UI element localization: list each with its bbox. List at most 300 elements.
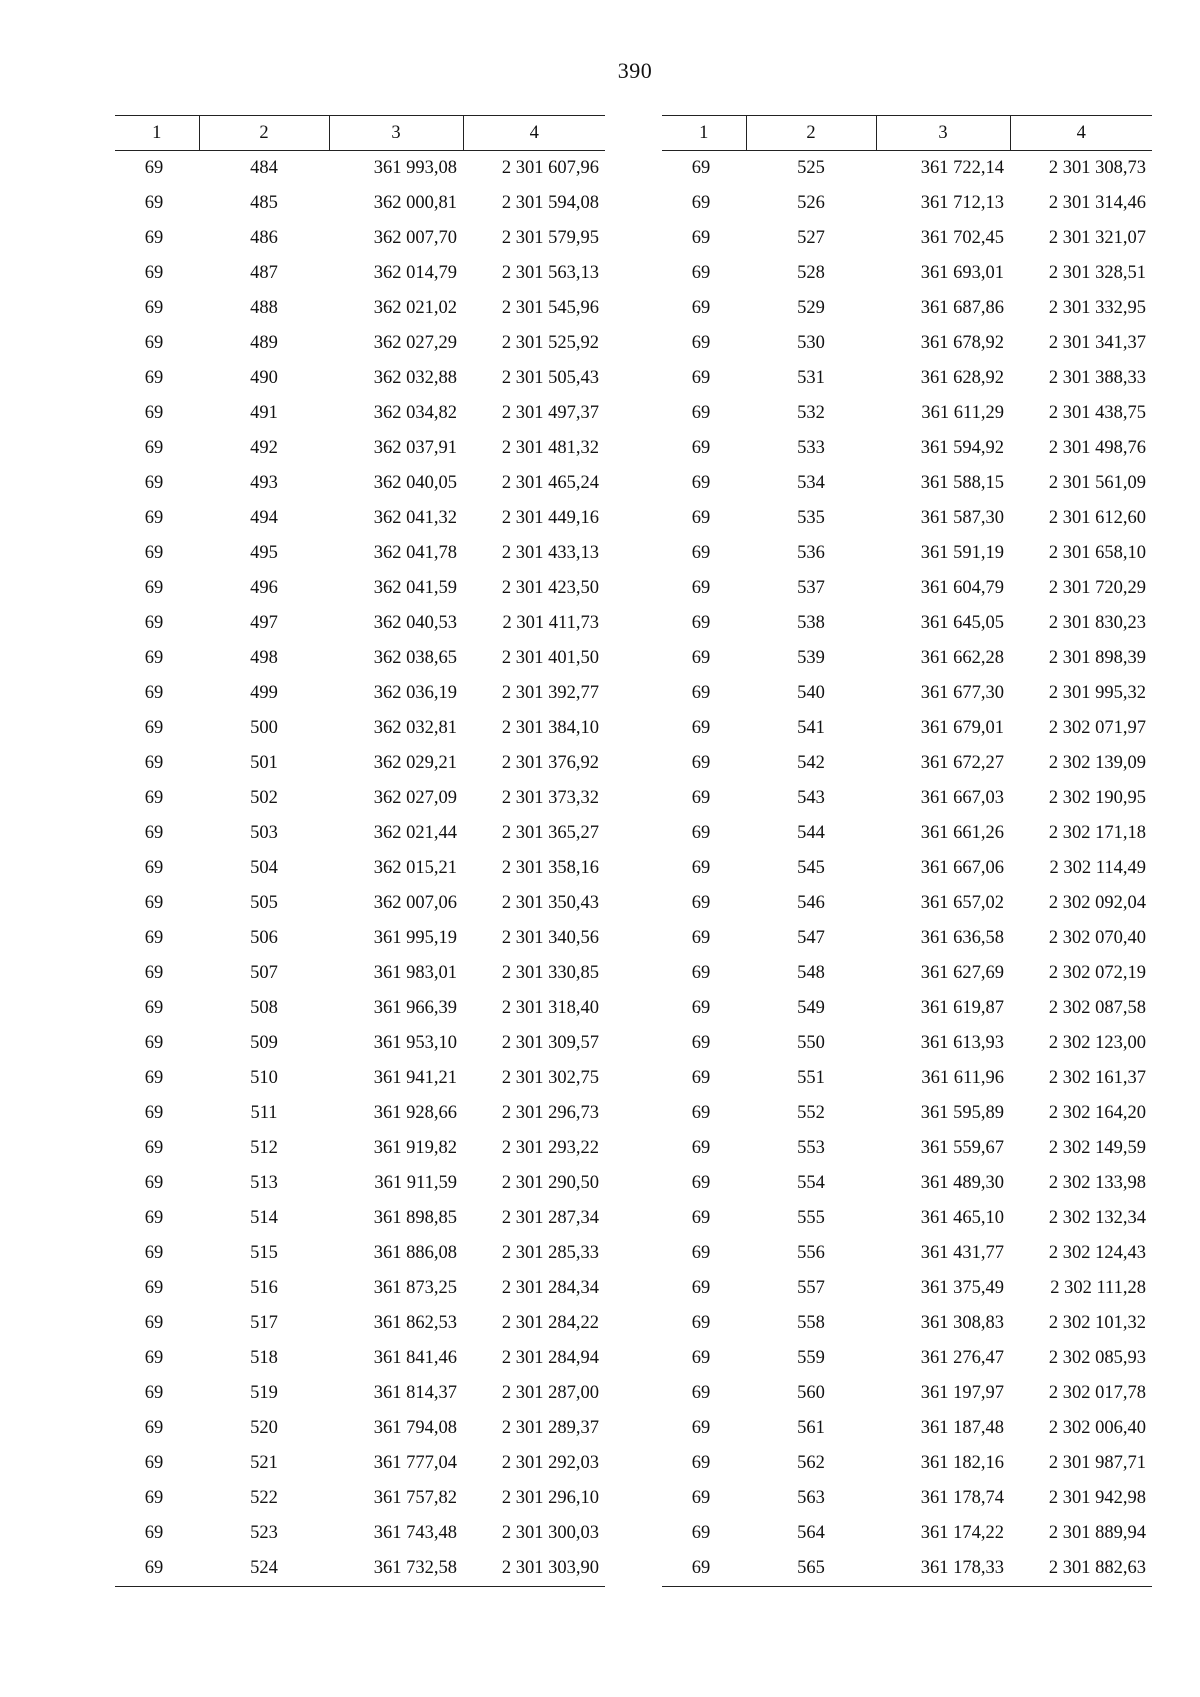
contour-number-cell: 69 xyxy=(691,298,711,318)
point-number-cell: 530 xyxy=(797,333,825,353)
y-coordinate-cell: 2 301 376,92 xyxy=(501,753,599,773)
x-coordinate-cell: 361 667,03 xyxy=(920,788,1004,808)
point-number-cell: 558 xyxy=(797,1313,825,1333)
contour-number-cell: 69 xyxy=(662,1551,746,1587)
contour-number-cell: 69 xyxy=(691,1348,711,1368)
x-coordinate-cell: 362 007,70 xyxy=(373,228,457,248)
x-coordinate-cell: 362 029,21 xyxy=(373,753,457,773)
contour-number-cell: 69 xyxy=(691,823,711,843)
contour-number-cell: 69 xyxy=(144,1348,164,1368)
x-coordinate-cell: 361 594,92 xyxy=(920,438,1004,458)
y-coordinate-cell: 2 301 720,29 xyxy=(1048,578,1146,598)
x-coordinate-cell: 361 174,22 xyxy=(920,1523,1004,1543)
contour-number-cell: 69 xyxy=(691,543,711,563)
table-row xyxy=(115,921,605,956)
y-coordinate-cell: 2 301 293,22 xyxy=(501,1138,599,1158)
contour-number-cell: 69 xyxy=(144,753,164,773)
y-coordinate-cell: 2 302 087,58 xyxy=(1048,998,1146,1018)
table-row xyxy=(115,886,605,921)
contour-number-cell: 69 xyxy=(144,613,164,633)
x-coordinate-cell: 361 841,46 xyxy=(373,1348,457,1368)
y-coordinate-cell: 2 301 284,22 xyxy=(501,1313,599,1333)
contour-number-cell: 69 xyxy=(144,298,164,318)
point-number-cell: 489 xyxy=(250,333,278,353)
x-coordinate-cell: 361 276,47 xyxy=(920,1348,1004,1368)
y-coordinate-cell: 2 301 481,32 xyxy=(501,438,599,458)
y-coordinate-cell: 2 302 124,43 xyxy=(1048,1243,1146,1263)
y-coordinate-cell: 2 301 309,57 xyxy=(501,1033,599,1053)
table-row xyxy=(115,816,605,851)
x-coordinate-cell: 361 628,92 xyxy=(920,368,1004,388)
y-coordinate-cell: 2 302 017,78 xyxy=(1048,1383,1146,1403)
y-coordinate-cell: 2 301 594,08 xyxy=(501,193,599,213)
y-coordinate-cell: 2 301 401,50 xyxy=(501,648,599,668)
table-row xyxy=(662,396,1152,431)
x-coordinate-cell: 361 702,45 xyxy=(920,228,1004,248)
table-row xyxy=(662,606,1152,641)
x-coordinate-cell: 361 662,28 xyxy=(920,648,1004,668)
contour-number-cell: 69 xyxy=(691,333,711,353)
x-coordinate-cell: 361 873,25 xyxy=(373,1278,457,1298)
contour-number-cell: 69 xyxy=(691,1208,711,1228)
point-number-cell: 541 xyxy=(797,718,825,738)
x-coordinate-cell: 361 588,15 xyxy=(920,473,1004,493)
column-header-2: 2 xyxy=(199,116,329,151)
contour-number-cell: 69 xyxy=(691,893,711,913)
x-coordinate-cell: 361 627,69 xyxy=(920,963,1004,983)
table-row xyxy=(662,1376,1152,1411)
column-header-3: 3 xyxy=(329,116,463,151)
x-coordinate-cell: 361 559,67 xyxy=(920,1138,1004,1158)
x-coordinate-cell: 361 661,26 xyxy=(920,823,1004,843)
table-row xyxy=(115,1201,605,1236)
table-row xyxy=(115,1446,605,1481)
point-number-cell: 544 xyxy=(797,823,825,843)
y-coordinate-cell: 2 301 388,33 xyxy=(1048,368,1146,388)
y-coordinate-cell: 2 301 328,51 xyxy=(1048,263,1146,283)
contour-number-cell: 69 xyxy=(691,473,711,493)
table-row xyxy=(115,1026,605,1061)
y-coordinate-cell: 2 302 133,98 xyxy=(1048,1173,1146,1193)
x-coordinate-cell: 361 898,85 xyxy=(373,1208,457,1228)
y-coordinate-cell: 2 301 411,73 xyxy=(502,613,599,633)
point-number-cell: 515 xyxy=(250,1243,278,1263)
column-header-4: 4 xyxy=(463,116,605,151)
x-coordinate-cell: 361 995,19 xyxy=(373,928,457,948)
y-coordinate-cell: 2 301 438,75 xyxy=(1048,403,1146,423)
y-coordinate-cell: 2 302 164,20 xyxy=(1048,1103,1146,1123)
table-row xyxy=(115,1271,605,1306)
y-coordinate-cell: 2 301 284,34 xyxy=(501,1278,599,1298)
y-coordinate-cell: 2 302 161,37 xyxy=(1048,1068,1146,1088)
contour-number-cell: 69 xyxy=(144,368,164,388)
table-row xyxy=(662,921,1152,956)
x-coordinate-cell: 361 657,02 xyxy=(920,893,1004,913)
point-number-cell: 524 xyxy=(199,1551,329,1587)
point-number-cell: 512 xyxy=(250,1138,278,1158)
y-coordinate-cell: 2 301 296,10 xyxy=(501,1488,599,1508)
contour-number-cell: 69 xyxy=(144,1243,164,1263)
contour-number-cell: 69 xyxy=(691,368,711,388)
y-coordinate-cell: 2 301 284,94 xyxy=(501,1348,599,1368)
point-number-cell: 555 xyxy=(797,1208,825,1228)
table-row xyxy=(662,816,1152,851)
point-number-cell: 562 xyxy=(797,1453,825,1473)
table-row xyxy=(115,851,605,886)
table-row xyxy=(662,466,1152,501)
point-number-cell: 510 xyxy=(250,1068,278,1088)
y-coordinate-cell: 2 301 497,37 xyxy=(501,403,599,423)
table-row xyxy=(662,291,1152,326)
contour-number-cell: 69 xyxy=(144,158,164,178)
point-number-cell: 516 xyxy=(250,1278,278,1298)
contour-number-cell: 69 xyxy=(691,228,711,248)
point-number-cell: 514 xyxy=(250,1208,278,1228)
y-coordinate-cell: 2 302 114,49 xyxy=(1049,858,1146,878)
contour-number-cell: 69 xyxy=(144,543,164,563)
point-number-cell: 553 xyxy=(797,1138,825,1158)
point-number-cell: 490 xyxy=(250,368,278,388)
table-row xyxy=(115,571,605,606)
y-coordinate-cell: 2 301 607,96 xyxy=(501,158,599,178)
point-number-cell: 505 xyxy=(250,893,278,913)
y-coordinate-cell: 2 301 341,37 xyxy=(1048,333,1146,353)
x-coordinate-cell: 361 941,21 xyxy=(373,1068,457,1088)
y-coordinate-cell: 2 302 132,34 xyxy=(1048,1208,1146,1228)
contour-number-cell: 69 xyxy=(691,1068,711,1088)
point-number-cell: 522 xyxy=(250,1488,278,1508)
table-row xyxy=(115,291,605,326)
point-number-cell: 487 xyxy=(250,263,278,283)
y-coordinate-cell: 2 301 392,77 xyxy=(501,683,599,703)
point-number-cell: 561 xyxy=(797,1418,825,1438)
y-coordinate-cell: 2 301 882,63 xyxy=(1010,1551,1152,1587)
y-coordinate-cell: 2 301 318,40 xyxy=(501,998,599,1018)
x-coordinate-cell: 361 604,79 xyxy=(920,578,1004,598)
table-row xyxy=(115,186,605,221)
x-coordinate-cell: 361 308,83 xyxy=(920,1313,1004,1333)
table-row xyxy=(115,326,605,361)
table-row xyxy=(115,1376,605,1411)
point-number-cell: 507 xyxy=(250,963,278,983)
x-coordinate-cell: 361 886,08 xyxy=(373,1243,457,1263)
x-coordinate-cell: 362 027,09 xyxy=(373,788,457,808)
point-number-cell: 527 xyxy=(797,228,825,248)
y-coordinate-cell: 2 302 092,04 xyxy=(1048,893,1146,913)
point-number-cell: 501 xyxy=(250,753,278,773)
point-number-cell: 565 xyxy=(746,1551,876,1587)
table-row xyxy=(115,711,605,746)
point-number-cell: 485 xyxy=(250,193,278,213)
x-coordinate-cell: 362 014,79 xyxy=(373,263,457,283)
point-number-cell: 526 xyxy=(797,193,825,213)
x-coordinate-cell: 362 041,32 xyxy=(373,508,457,528)
x-coordinate-cell: 361 431,77 xyxy=(920,1243,1004,1263)
table-row xyxy=(662,1131,1152,1166)
y-coordinate-cell: 2 302 006,40 xyxy=(1048,1418,1146,1438)
contour-number-cell: 69 xyxy=(691,683,711,703)
contour-number-cell: 69 xyxy=(691,788,711,808)
contour-number-cell: 69 xyxy=(691,193,711,213)
y-coordinate-cell: 2 301 285,33 xyxy=(501,1243,599,1263)
table-row xyxy=(662,711,1152,746)
y-coordinate-cell: 2 301 350,43 xyxy=(501,893,599,913)
x-coordinate-cell: 361 611,29 xyxy=(921,403,1004,423)
x-coordinate-cell: 361 587,30 xyxy=(920,508,1004,528)
table-row xyxy=(115,1306,605,1341)
table-row xyxy=(115,1131,605,1166)
point-number-cell: 528 xyxy=(797,263,825,283)
table-row xyxy=(662,326,1152,361)
table-row xyxy=(662,746,1152,781)
y-coordinate-cell: 2 301 373,32 xyxy=(501,788,599,808)
table-row xyxy=(115,1236,605,1271)
table-row xyxy=(662,536,1152,571)
table-row xyxy=(115,1096,605,1131)
contour-number-cell: 69 xyxy=(144,438,164,458)
table-row xyxy=(662,431,1152,466)
table-row xyxy=(662,1481,1152,1516)
contour-number-cell: 69 xyxy=(691,963,711,983)
table-row xyxy=(115,606,605,641)
x-coordinate-cell: 361 777,04 xyxy=(373,1453,457,1473)
table-row xyxy=(115,746,605,781)
contour-number-cell: 69 xyxy=(144,648,164,668)
contour-number-cell: 69 xyxy=(691,1418,711,1438)
y-coordinate-cell: 2 302 071,97 xyxy=(1048,718,1146,738)
point-number-cell: 560 xyxy=(797,1383,825,1403)
x-coordinate-cell: 361 911,59 xyxy=(374,1173,457,1193)
x-coordinate-cell: 361 645,05 xyxy=(920,613,1004,633)
point-number-cell: 506 xyxy=(250,928,278,948)
table-row xyxy=(662,886,1152,921)
y-coordinate-cell: 2 301 579,95 xyxy=(501,228,599,248)
x-coordinate-cell: 361 794,08 xyxy=(373,1418,457,1438)
x-coordinate-cell: 361 862,53 xyxy=(373,1313,457,1333)
y-coordinate-cell: 2 301 287,34 xyxy=(501,1208,599,1228)
table-row xyxy=(662,1306,1152,1341)
y-coordinate-cell: 2 301 308,73 xyxy=(1048,158,1146,178)
point-number-cell: 557 xyxy=(797,1278,825,1298)
contour-number-cell: 69 xyxy=(691,1313,711,1333)
contour-number-cell: 69 xyxy=(691,1488,711,1508)
x-coordinate-cell: 361 187,48 xyxy=(920,1418,1004,1438)
point-number-cell: 521 xyxy=(250,1453,278,1473)
x-coordinate-cell: 361 182,16 xyxy=(920,1453,1004,1473)
y-coordinate-cell: 2 301 889,94 xyxy=(1048,1523,1146,1543)
table-row xyxy=(662,221,1152,256)
column-header-2: 2 xyxy=(746,116,876,151)
contour-number-cell: 69 xyxy=(144,1208,164,1228)
y-coordinate-cell: 2 302 072,19 xyxy=(1048,963,1146,983)
y-coordinate-cell: 2 301 942,98 xyxy=(1048,1488,1146,1508)
column-header-1: 1 xyxy=(662,116,746,151)
x-coordinate-cell: 362 041,59 xyxy=(373,578,457,598)
point-number-cell: 546 xyxy=(797,893,825,913)
page-number: 390 xyxy=(617,58,653,83)
point-number-cell: 497 xyxy=(250,613,278,633)
contour-number-cell: 69 xyxy=(144,1278,164,1298)
contour-number-cell: 69 xyxy=(691,508,711,528)
table-row xyxy=(662,1551,1152,1587)
y-coordinate-cell: 2 301 505,43 xyxy=(501,368,599,388)
table-row xyxy=(115,641,605,676)
point-number-cell: 547 xyxy=(797,928,825,948)
table-row xyxy=(662,256,1152,291)
y-coordinate-cell: 2 301 898,39 xyxy=(1048,648,1146,668)
point-number-cell: 493 xyxy=(250,473,278,493)
y-coordinate-cell: 2 301 292,03 xyxy=(501,1453,599,1473)
contour-number-cell: 69 xyxy=(691,1243,711,1263)
x-coordinate-cell: 361 732,58 xyxy=(329,1551,463,1587)
x-coordinate-cell: 361 375,49 xyxy=(920,1278,1004,1298)
column-header-1: 1 xyxy=(115,116,199,151)
contour-number-cell: 69 xyxy=(691,1278,711,1298)
point-number-cell: 531 xyxy=(797,368,825,388)
contour-number-cell: 69 xyxy=(144,1523,164,1543)
y-coordinate-cell: 2 301 358,16 xyxy=(501,858,599,878)
x-coordinate-cell: 362 032,88 xyxy=(373,368,457,388)
contour-number-cell: 69 xyxy=(144,1453,164,1473)
contour-number-cell: 69 xyxy=(144,1103,164,1123)
table-row xyxy=(115,396,605,431)
y-coordinate-cell: 2 301 987,71 xyxy=(1048,1453,1146,1473)
y-coordinate-cell: 2 301 332,95 xyxy=(1048,298,1146,318)
point-number-cell: 536 xyxy=(797,543,825,563)
point-number-cell: 545 xyxy=(797,858,825,878)
point-number-cell: 511 xyxy=(250,1103,278,1123)
x-coordinate-cell: 362 015,21 xyxy=(373,858,457,878)
y-coordinate-cell: 2 301 290,50 xyxy=(501,1173,599,1193)
table-row xyxy=(662,1271,1152,1306)
y-coordinate-cell: 2 301 287,00 xyxy=(501,1383,599,1403)
x-coordinate-cell: 361 611,96 xyxy=(921,1068,1004,1088)
y-coordinate-cell: 2 301 423,50 xyxy=(501,578,599,598)
contour-number-cell: 69 xyxy=(691,1103,711,1123)
table-row xyxy=(662,1516,1152,1551)
x-coordinate-cell: 361 178,33 xyxy=(876,1551,1010,1587)
point-number-cell: 556 xyxy=(797,1243,825,1263)
table-row xyxy=(662,1096,1152,1131)
y-coordinate-cell: 2 301 302,75 xyxy=(501,1068,599,1088)
point-number-cell: 498 xyxy=(250,648,278,668)
point-number-cell: 533 xyxy=(797,438,825,458)
contour-number-cell: 69 xyxy=(691,928,711,948)
x-coordinate-cell: 362 040,53 xyxy=(373,613,457,633)
contour-number-cell: 69 xyxy=(691,578,711,598)
table-row xyxy=(662,781,1152,816)
x-coordinate-cell: 361 712,13 xyxy=(920,193,1004,213)
point-number-cell: 551 xyxy=(797,1068,825,1088)
y-coordinate-cell: 2 301 314,46 xyxy=(1048,193,1146,213)
table-row xyxy=(115,676,605,711)
contour-number-cell: 69 xyxy=(144,823,164,843)
x-coordinate-cell: 361 489,30 xyxy=(920,1173,1004,1193)
contour-number-cell: 69 xyxy=(144,1068,164,1088)
point-number-cell: 495 xyxy=(250,543,278,563)
table-header-row xyxy=(662,116,1152,151)
point-number-cell: 538 xyxy=(797,613,825,633)
x-coordinate-cell: 361 197,97 xyxy=(920,1383,1004,1403)
x-coordinate-cell: 362 036,19 xyxy=(373,683,457,703)
point-number-cell: 552 xyxy=(797,1103,825,1123)
x-coordinate-cell: 361 983,01 xyxy=(373,963,457,983)
point-number-cell: 488 xyxy=(250,298,278,318)
contour-number-cell: 69 xyxy=(144,508,164,528)
table-row xyxy=(662,151,1152,187)
contour-number-cell: 69 xyxy=(691,718,711,738)
contour-number-cell: 69 xyxy=(691,263,711,283)
table-row xyxy=(662,361,1152,396)
y-coordinate-cell: 2 301 658,10 xyxy=(1048,543,1146,563)
contour-number-cell: 69 xyxy=(691,998,711,1018)
y-coordinate-cell: 2 302 171,18 xyxy=(1048,823,1146,843)
contour-number-cell: 69 xyxy=(691,1383,711,1403)
x-coordinate-cell: 361 678,92 xyxy=(920,333,1004,353)
point-number-cell: 543 xyxy=(797,788,825,808)
y-coordinate-cell: 2 302 149,59 xyxy=(1048,1138,1146,1158)
contour-number-cell: 69 xyxy=(144,1033,164,1053)
point-number-cell: 529 xyxy=(797,298,825,318)
table-row xyxy=(662,1446,1152,1481)
table-row xyxy=(115,151,605,187)
contour-number-cell: 69 xyxy=(144,1488,164,1508)
x-coordinate-cell: 361 636,58 xyxy=(920,928,1004,948)
contour-number-cell: 69 xyxy=(144,1173,164,1193)
point-number-cell: 492 xyxy=(250,438,278,458)
contour-number-cell: 69 xyxy=(144,333,164,353)
contour-number-cell: 69 xyxy=(144,928,164,948)
table-row xyxy=(115,256,605,291)
y-coordinate-cell: 2 301 365,27 xyxy=(501,823,599,843)
point-number-cell: 503 xyxy=(250,823,278,843)
y-coordinate-cell: 2 301 525,92 xyxy=(501,333,599,353)
contour-number-cell: 69 xyxy=(144,228,164,248)
y-coordinate-cell: 2 301 330,85 xyxy=(501,963,599,983)
x-coordinate-cell: 362 007,06 xyxy=(373,893,457,913)
table-body xyxy=(662,151,1152,1587)
table-row xyxy=(115,781,605,816)
x-coordinate-cell: 361 928,66 xyxy=(373,1103,457,1123)
x-coordinate-cell: 361 178,74 xyxy=(920,1488,1004,1508)
table-row xyxy=(662,676,1152,711)
contour-number-cell: 69 xyxy=(144,473,164,493)
contour-number-cell: 69 xyxy=(115,1551,199,1587)
table-row xyxy=(115,1341,605,1376)
point-number-cell: 517 xyxy=(250,1313,278,1333)
point-number-cell: 518 xyxy=(250,1348,278,1368)
contour-number-cell: 69 xyxy=(144,1313,164,1333)
contour-number-cell: 69 xyxy=(144,718,164,738)
x-coordinate-cell: 362 021,02 xyxy=(373,298,457,318)
table-row xyxy=(115,1411,605,1446)
x-coordinate-cell: 362 027,29 xyxy=(373,333,457,353)
y-coordinate-cell: 2 301 303,90 xyxy=(463,1551,605,1587)
contour-number-cell: 69 xyxy=(691,1453,711,1473)
contour-number-cell: 69 xyxy=(691,438,711,458)
contour-number-cell: 69 xyxy=(691,648,711,668)
x-coordinate-cell: 361 693,01 xyxy=(920,263,1004,283)
point-number-cell: 523 xyxy=(250,1523,278,1543)
y-coordinate-cell: 2 301 433,13 xyxy=(501,543,599,563)
x-coordinate-cell: 361 757,82 xyxy=(373,1488,457,1508)
x-coordinate-cell: 361 619,87 xyxy=(920,998,1004,1018)
y-coordinate-cell: 2 301 498,76 xyxy=(1048,438,1146,458)
point-number-cell: 549 xyxy=(797,998,825,1018)
table-header-row xyxy=(115,116,605,151)
table-row xyxy=(662,956,1152,991)
point-number-cell: 504 xyxy=(250,858,278,878)
